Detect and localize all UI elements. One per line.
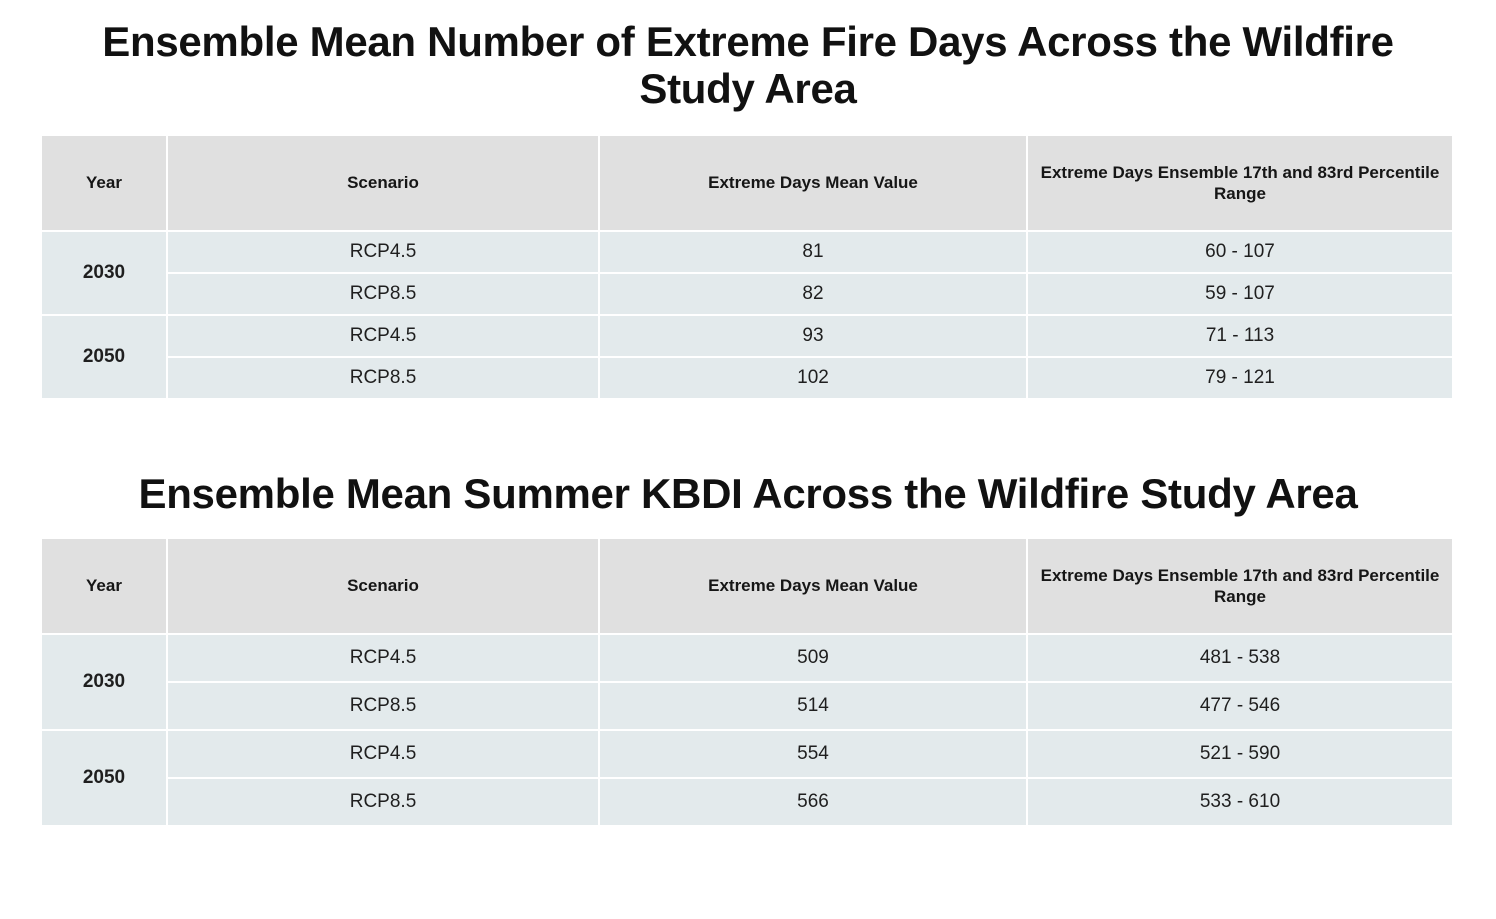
column-header-scenario: Scenario xyxy=(168,136,598,230)
cell-year: 2030 xyxy=(42,232,166,314)
cell-scenario: RCP4.5 xyxy=(168,232,598,272)
column-header-percentile-range: Extreme Days Ensemble 17th and 83rd Percentile Range xyxy=(1028,136,1452,230)
cell-percentile-range: 59 - 107 xyxy=(1028,274,1452,314)
cell-mean-value: 554 xyxy=(600,731,1026,777)
cell-year: 2030 xyxy=(42,635,166,729)
cell-year: 2050 xyxy=(42,316,166,398)
table-row xyxy=(42,274,1452,314)
cell-percentile-range: 477 - 546 xyxy=(1028,683,1452,729)
table-wrapper-summer-kbdi xyxy=(0,537,1496,827)
column-header-scenario: Scenario xyxy=(168,539,598,633)
table-row xyxy=(42,683,1452,729)
cell-mean-value: 514 xyxy=(600,683,1026,729)
cell-scenario: RCP4.5 xyxy=(168,731,598,777)
cell-scenario: RCP8.5 xyxy=(168,779,598,825)
cell-mean-value: 82 xyxy=(600,274,1026,314)
cell-scenario: RCP8.5 xyxy=(168,274,598,314)
table-summer-kbdi xyxy=(40,537,1454,827)
table-row xyxy=(42,316,1452,356)
page-title: Ensemble Mean Number of Extreme Fire Days Across the Wildfire Study Area xyxy=(102,18,1394,113)
section-extreme-fire-days xyxy=(0,0,1496,400)
column-header-mean-value: Extreme Days Mean Value xyxy=(600,539,1026,633)
cell-percentile-range: 521 - 590 xyxy=(1028,731,1452,777)
section-summer-kbdi xyxy=(0,448,1496,827)
table-row xyxy=(42,232,1452,272)
cell-mean-value: 81 xyxy=(600,232,1026,272)
table-wrapper-extreme-fire-days xyxy=(0,134,1496,400)
cell-year: 2050 xyxy=(42,731,166,825)
section-divider-space xyxy=(0,400,1496,448)
cell-mean-value: 509 xyxy=(600,635,1026,681)
cell-scenario: RCP4.5 xyxy=(168,316,598,356)
cell-percentile-range: 533 - 610 xyxy=(1028,779,1452,825)
cell-scenario: RCP8.5 xyxy=(168,358,598,398)
column-header-year: Year xyxy=(42,136,166,230)
table-header-row xyxy=(42,136,1452,230)
table-row xyxy=(42,779,1452,825)
cell-scenario: RCP4.5 xyxy=(168,635,598,681)
table-extreme-fire-days xyxy=(40,134,1454,400)
cell-percentile-range: 60 - 107 xyxy=(1028,232,1452,272)
table-row xyxy=(42,635,1452,681)
cell-percentile-range: 71 - 113 xyxy=(1028,316,1452,356)
column-header-percentile-range: Extreme Days Ensemble 17th and 83rd Percentile Range xyxy=(1028,539,1452,633)
section-title-summer-kbdi: Ensemble Mean Summer KBDI Across the Wildfire Study Area xyxy=(138,470,1358,518)
cell-mean-value: 566 xyxy=(600,779,1026,825)
cell-percentile-range: 481 - 538 xyxy=(1028,635,1452,681)
table-row xyxy=(42,731,1452,777)
cell-mean-value: 102 xyxy=(600,358,1026,398)
cell-percentile-range: 79 - 121 xyxy=(1028,358,1452,398)
cell-mean-value: 93 xyxy=(600,316,1026,356)
cell-scenario: RCP8.5 xyxy=(168,683,598,729)
column-header-mean-value: Extreme Days Mean Value xyxy=(600,136,1026,230)
column-header-year: Year xyxy=(42,539,166,633)
table-row xyxy=(42,358,1452,398)
table-header-row xyxy=(42,539,1452,633)
